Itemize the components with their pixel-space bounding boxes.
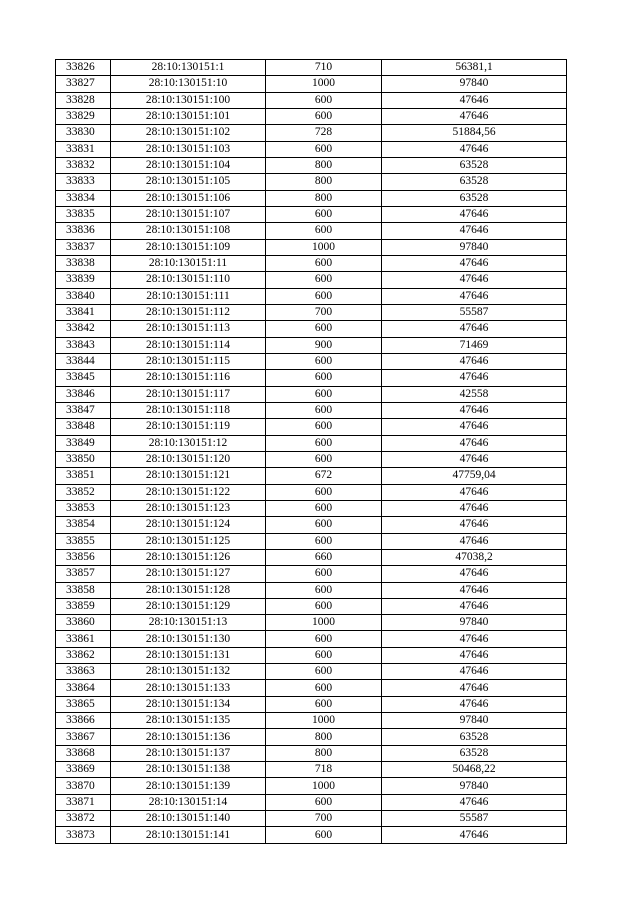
value-cell: 63528 [382,729,567,745]
row-number-cell: 33835 [56,206,111,222]
area-cell: 600 [266,680,382,696]
row-number-cell: 33859 [56,598,111,614]
area-cell: 600 [266,451,382,467]
table-row [56,615,567,631]
area-cell: 600 [266,108,382,124]
row-number-cell: 33833 [56,174,111,190]
table-row [56,223,567,239]
value-cell: 47646 [382,696,567,712]
cadastral-number-cell: 28:10:130151:129 [111,598,266,614]
value-cell: 50468,22 [382,762,567,778]
row-number-cell: 33873 [56,827,111,843]
row-number-cell: 33861 [56,631,111,647]
value-cell: 47646 [382,631,567,647]
cadastral-number-cell: 28:10:130151:131 [111,647,266,663]
table-row [56,435,567,451]
value-cell: 47646 [382,223,567,239]
area-cell: 1000 [266,713,382,729]
row-number-cell: 33854 [56,517,111,533]
value-cell: 47646 [382,255,567,271]
area-cell: 800 [266,729,382,745]
cadastral-number-cell: 28:10:130151:132 [111,664,266,680]
row-number-cell: 33853 [56,500,111,516]
value-cell: 47646 [382,827,567,843]
value-cell: 97840 [382,615,567,631]
table-row [56,451,567,467]
row-number-cell: 33839 [56,272,111,288]
area-cell: 600 [266,255,382,271]
row-number-cell: 33832 [56,157,111,173]
table-row [56,533,567,549]
area-cell: 800 [266,745,382,761]
cadastral-number-cell: 28:10:130151:101 [111,108,266,124]
cadastral-number-cell: 28:10:130151:118 [111,402,266,418]
cadastral-number-cell: 28:10:130151:1 [111,60,266,76]
value-cell: 56381,1 [382,60,567,76]
cadastral-number-cell: 28:10:130151:112 [111,304,266,320]
area-cell: 800 [266,190,382,206]
row-number-cell: 33869 [56,762,111,778]
row-number-cell: 33830 [56,125,111,141]
value-cell: 47646 [382,108,567,124]
table-row [56,304,567,320]
row-number-cell: 33851 [56,468,111,484]
area-cell: 600 [266,500,382,516]
table-row [56,500,567,516]
value-cell: 47646 [382,664,567,680]
table-row [56,566,567,582]
cadastral-number-cell: 28:10:130151:139 [111,778,266,794]
area-cell: 600 [266,353,382,369]
table-row [56,272,567,288]
row-number-cell: 33828 [56,92,111,108]
row-number-cell: 33831 [56,141,111,157]
area-cell: 1000 [266,76,382,92]
cadastral-number-cell: 28:10:130151:13 [111,615,266,631]
value-cell: 47646 [382,582,567,598]
row-number-cell: 33863 [56,664,111,680]
value-cell: 47646 [382,680,567,696]
cadastral-number-cell: 28:10:130151:137 [111,745,266,761]
table-row [56,174,567,190]
value-cell: 47646 [382,484,567,500]
cadastral-number-cell: 28:10:130151:125 [111,533,266,549]
table-body [56,60,567,844]
value-cell: 55587 [382,811,567,827]
area-cell: 672 [266,468,382,484]
cadastral-number-cell: 28:10:130151:10 [111,76,266,92]
row-number-cell: 33849 [56,435,111,451]
value-cell: 47646 [382,794,567,810]
table-row [56,794,567,810]
cadastral-number-cell: 28:10:130151:110 [111,272,266,288]
cadastral-number-cell: 28:10:130151:127 [111,566,266,582]
cadastral-number-cell: 28:10:130151:123 [111,500,266,516]
table-row [56,647,567,663]
table-row [56,598,567,614]
table-row [56,582,567,598]
value-cell: 47646 [382,500,567,516]
cadastral-number-cell: 28:10:130151:130 [111,631,266,647]
table-row [56,419,567,435]
table-row [56,337,567,353]
cadastral-number-cell: 28:10:130151:107 [111,206,266,222]
row-number-cell: 33834 [56,190,111,206]
area-cell: 600 [266,223,382,239]
row-number-cell: 33866 [56,713,111,729]
value-cell: 97840 [382,713,567,729]
value-cell: 63528 [382,174,567,190]
area-cell: 1000 [266,778,382,794]
area-cell: 600 [266,533,382,549]
value-cell: 51884,56 [382,125,567,141]
area-cell: 600 [266,435,382,451]
row-number-cell: 33858 [56,582,111,598]
row-number-cell: 33865 [56,696,111,712]
cadastral-number-cell: 28:10:130151:111 [111,288,266,304]
value-cell: 47646 [382,321,567,337]
value-cell: 97840 [382,76,567,92]
table-row [56,631,567,647]
table-row [56,157,567,173]
cadastral-number-cell: 28:10:130151:117 [111,386,266,402]
table-row [56,76,567,92]
row-number-cell: 33867 [56,729,111,745]
value-cell: 47646 [382,402,567,418]
table-row [56,680,567,696]
table-row [56,239,567,255]
cadastral-number-cell: 28:10:130151:11 [111,255,266,271]
row-number-cell: 33868 [56,745,111,761]
table-row [56,484,567,500]
row-number-cell: 33842 [56,321,111,337]
cadastral-number-cell: 28:10:130151:141 [111,827,266,843]
area-cell: 600 [266,566,382,582]
cadastral-number-cell: 28:10:130151:106 [111,190,266,206]
area-cell: 600 [266,321,382,337]
value-cell: 42558 [382,386,567,402]
cadastral-number-cell: 28:10:130151:103 [111,141,266,157]
table-row [56,402,567,418]
row-number-cell: 33846 [56,386,111,402]
table-row [56,811,567,827]
cadastral-number-cell: 28:10:130151:135 [111,713,266,729]
table-row [56,190,567,206]
table-row [56,386,567,402]
value-cell: 63528 [382,157,567,173]
row-number-cell: 33841 [56,304,111,320]
area-cell: 710 [266,60,382,76]
area-cell: 900 [266,337,382,353]
table-row [56,255,567,271]
area-cell: 800 [266,174,382,190]
table-row [56,92,567,108]
table-row [56,321,567,337]
area-cell: 600 [266,664,382,680]
cadastral-number-cell: 28:10:130151:100 [111,92,266,108]
area-cell: 600 [266,92,382,108]
value-cell: 47646 [382,272,567,288]
value-cell: 63528 [382,190,567,206]
area-cell: 600 [266,141,382,157]
cadastral-number-cell: 28:10:130151:108 [111,223,266,239]
table-row [56,60,567,76]
row-number-cell: 33857 [56,566,111,582]
cadastral-number-cell: 28:10:130151:102 [111,125,266,141]
cadastral-number-cell: 28:10:130151:12 [111,435,266,451]
table-row [56,141,567,157]
area-cell: 600 [266,419,382,435]
area-cell: 600 [266,517,382,533]
area-cell: 700 [266,304,382,320]
area-cell: 600 [266,696,382,712]
table-row [56,664,567,680]
area-cell: 728 [266,125,382,141]
row-number-cell: 33852 [56,484,111,500]
row-number-cell: 33844 [56,353,111,369]
area-cell: 660 [266,549,382,565]
area-cell: 600 [266,598,382,614]
value-cell: 47646 [382,451,567,467]
value-cell: 47038,2 [382,549,567,565]
area-cell: 700 [266,811,382,827]
row-number-cell: 33860 [56,615,111,631]
value-cell: 47646 [382,288,567,304]
area-cell: 600 [266,288,382,304]
row-number-cell: 33827 [56,76,111,92]
table-row [56,762,567,778]
row-number-cell: 33843 [56,337,111,353]
value-cell: 47646 [382,566,567,582]
row-number-cell: 33837 [56,239,111,255]
cadastral-number-cell: 28:10:130151:116 [111,370,266,386]
table-row [56,125,567,141]
cadastral-number-cell: 28:10:130151:14 [111,794,266,810]
row-number-cell: 33850 [56,451,111,467]
row-number-cell: 33871 [56,794,111,810]
table-row [56,353,567,369]
value-cell: 97840 [382,778,567,794]
value-cell: 47646 [382,517,567,533]
cadastral-number-cell: 28:10:130151:121 [111,468,266,484]
row-number-cell: 33872 [56,811,111,827]
table-row [56,370,567,386]
value-cell: 47646 [382,598,567,614]
row-number-cell: 33847 [56,402,111,418]
cadastral-number-cell: 28:10:130151:119 [111,419,266,435]
area-cell: 600 [266,402,382,418]
table-row [56,517,567,533]
value-cell: 47759,04 [382,468,567,484]
value-cell: 47646 [382,206,567,222]
table-row [56,713,567,729]
cadastral-number-cell: 28:10:130151:134 [111,696,266,712]
area-cell: 1000 [266,615,382,631]
row-number-cell: 33870 [56,778,111,794]
value-cell: 47646 [382,141,567,157]
table-row [56,468,567,484]
area-cell: 600 [266,272,382,288]
area-cell: 600 [266,582,382,598]
cadastral-number-cell: 28:10:130151:140 [111,811,266,827]
row-number-cell: 33845 [56,370,111,386]
row-number-cell: 33856 [56,549,111,565]
area-cell: 600 [266,631,382,647]
row-number-cell: 33864 [56,680,111,696]
row-number-cell: 33829 [56,108,111,124]
area-cell: 600 [266,386,382,402]
area-cell: 600 [266,794,382,810]
cadastral-number-cell: 28:10:130151:105 [111,174,266,190]
value-cell: 47646 [382,92,567,108]
table-row [56,108,567,124]
cadastral-number-cell: 28:10:130151:114 [111,337,266,353]
value-cell: 55587 [382,304,567,320]
value-cell: 47646 [382,647,567,663]
table-row [56,729,567,745]
area-cell: 600 [266,827,382,843]
area-cell: 600 [266,370,382,386]
row-number-cell: 33848 [56,419,111,435]
cadastral-number-cell: 28:10:130151:138 [111,762,266,778]
cadastral-number-cell: 28:10:130151:113 [111,321,266,337]
cadastral-number-cell: 28:10:130151:128 [111,582,266,598]
row-number-cell: 33862 [56,647,111,663]
row-number-cell: 33836 [56,223,111,239]
cadastral-number-cell: 28:10:130151:109 [111,239,266,255]
cadastral-number-cell: 28:10:130151:133 [111,680,266,696]
table-row [56,288,567,304]
cadastral-number-cell: 28:10:130151:136 [111,729,266,745]
cadastral-number-cell: 28:10:130151:115 [111,353,266,369]
value-cell: 47646 [382,435,567,451]
area-cell: 800 [266,157,382,173]
row-number-cell: 33840 [56,288,111,304]
table-row [56,827,567,843]
value-cell: 47646 [382,419,567,435]
cadastral-number-cell: 28:10:130151:120 [111,451,266,467]
area-cell: 600 [266,647,382,663]
table-row [56,696,567,712]
value-cell: 71469 [382,337,567,353]
value-cell: 47646 [382,370,567,386]
value-cell: 47646 [382,353,567,369]
area-cell: 600 [266,484,382,500]
area-cell: 718 [266,762,382,778]
area-cell: 1000 [266,239,382,255]
cadastral-number-cell: 28:10:130151:126 [111,549,266,565]
table-row [56,778,567,794]
value-cell: 63528 [382,745,567,761]
row-number-cell: 33838 [56,255,111,271]
table-row [56,549,567,565]
cadastral-number-cell: 28:10:130151:122 [111,484,266,500]
value-cell: 97840 [382,239,567,255]
table-row [56,745,567,761]
land-register-table [55,59,567,844]
cadastral-number-cell: 28:10:130151:104 [111,157,266,173]
cadastral-number-cell: 28:10:130151:124 [111,517,266,533]
table-row [56,206,567,222]
row-number-cell: 33826 [56,60,111,76]
row-number-cell: 33855 [56,533,111,549]
value-cell: 47646 [382,533,567,549]
area-cell: 600 [266,206,382,222]
